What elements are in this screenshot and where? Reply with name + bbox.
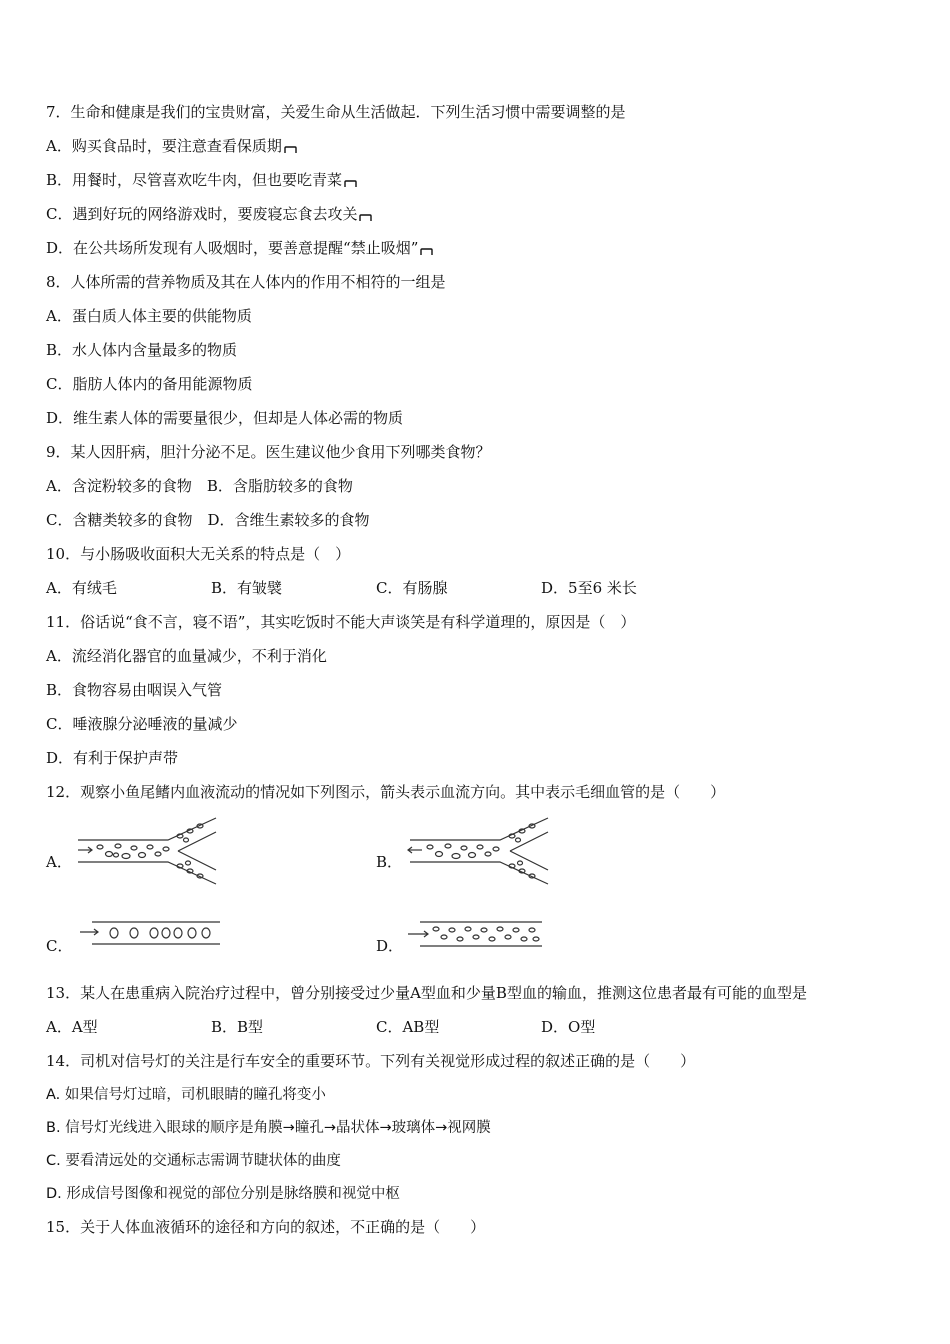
bracket-mark-icon <box>359 214 372 221</box>
q11-option-b: B．食物容易由咽误入气管 <box>46 681 223 699</box>
q8-option-c: C．脂肪人体内的备用能源物质 <box>46 375 253 393</box>
q12-figure-c-single-file-capillary <box>78 918 224 948</box>
bracket-mark-icon <box>420 248 433 255</box>
q14-option-d: D. 形成信号图像和视觉的部位分别是脉络膜和视觉中枢 <box>46 1186 400 1202</box>
q13-option-c: C．AB型 <box>376 1018 440 1036</box>
q10-option-d: D．5至6 米长 <box>541 579 637 597</box>
q14-option-a: A. 如果信号灯过暗，司机眼睛的瞳孔将变小 <box>46 1087 326 1103</box>
q9-options-cd: C．含糖类较多的食物 D．含维生素较多的食物 <box>46 511 370 529</box>
q12-option-c-label: C． <box>46 937 73 955</box>
q9-options-ab: A．含淀粉较多的食物 B．含脂肪较多的食物 <box>46 477 353 495</box>
question-14-stem: 14．司机对信号灯的关注是行车安全的重要环节。下列有关视觉形成过程的叙述正确的是（ ） <box>46 1052 696 1070</box>
q14-option-b: B. 信号灯光线进入眼球的顺序是角膜→瞳孔→晶状体→玻璃体→视网膜 <box>46 1120 491 1136</box>
q12-option-a-label: A． <box>46 853 72 871</box>
bracket-mark-icon <box>344 180 357 187</box>
q8-option-d: D．维生素人体的需要量很少，但却是人体必需的物质 <box>46 409 404 427</box>
q13-option-d: D．O型 <box>541 1018 596 1036</box>
q8-option-b: B．水人体内含量最多的物质 <box>46 341 238 359</box>
q13-option-b: B．B型 <box>211 1018 264 1036</box>
q13-option-a: A．A型 <box>46 1018 98 1036</box>
question-15-stem: 15．关于人体血液循环的途径和方向的叙述，不正确的是（ ） <box>46 1218 486 1236</box>
q10-option-a: A．有绒毛 <box>46 579 117 597</box>
q12-option-d-label: D． <box>376 937 404 955</box>
question-11-stem: 11．俗话说“食不言，寝不语”，其实吃饭时不能大声谈笑是有科学道理的，原因是（ ） <box>46 613 636 631</box>
q12-option-b-label: B． <box>376 853 403 871</box>
q7-option-c: C．遇到好玩的网络游戏时，要废寝忘食去攻关 <box>46 204 372 224</box>
question-10-stem: 10．与小肠吸收面积大无关系的特点是（ ） <box>46 545 351 563</box>
q10-option-b: B．有皱襞 <box>211 579 283 597</box>
q12-figure-b-vessel-converging <box>404 814 552 890</box>
q12-figure-a-vessel-branching <box>76 814 220 890</box>
q14-option-c: C. 要看清远处的交通标志需调节睫状体的曲度 <box>46 1153 341 1169</box>
question-7-stem: 7．生命和健康是我们的宝贵财富，关爱生命从生活做起．下列生活习惯中需要调整的是 <box>46 103 626 121</box>
q8-option-a: A．蛋白质人体主要的供能物质 <box>46 307 252 325</box>
q7-option-b: B．用餐时，尽管喜欢吃牛肉，但也要吃青菜 <box>46 170 357 190</box>
q12-figure-d-wide-vessel <box>406 918 546 950</box>
question-13-stem: 13．某人在患重病入院治疗过程中，曾分别接受过少量A型血和少量B型血的输血，推测这位患者最有可能的血型是 <box>46 984 807 1002</box>
question-9-stem: 9．某人因肝病，胆汁分泌不足。医生建议他少食用下列哪类食物？ <box>46 443 491 461</box>
question-8-stem: 8．人体所需的营养物质及其在人体内的作用不相符的一组是 <box>46 273 446 291</box>
q10-option-c: C．有肠腺 <box>376 579 448 597</box>
q7-option-d: D．在公共场所发现有人吸烟时，要善意提醒“禁止吸烟” <box>46 238 433 258</box>
question-12-stem: 12．观察小鱼尾鳍内血液流动的情况如下列图示，箭头表示血流方向。其中表示毛细血管的是（ ） <box>46 783 726 801</box>
q11-option-c: C．唾液腺分泌唾液的量减少 <box>46 715 238 733</box>
q7-option-a: A．购买食品时，要注意查看保质期 <box>46 136 297 156</box>
q11-option-d: D．有利于保护声带 <box>46 749 179 767</box>
bracket-mark-icon <box>284 146 297 153</box>
q11-option-a: A．流经消化器官的血量减少，不利于消化 <box>46 647 327 665</box>
